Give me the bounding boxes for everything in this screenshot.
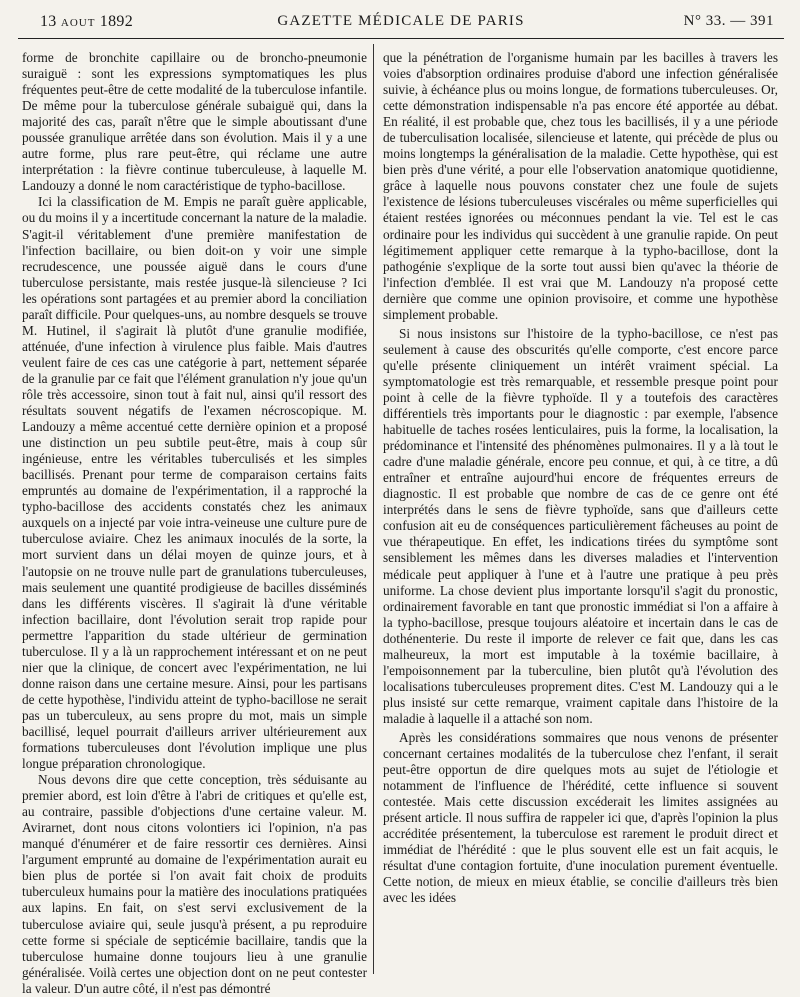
- header-date-year: 1892: [99, 13, 133, 30]
- right-paragraph-1: que la pénétration de l'organisme humain par les bacilles à travers les voies d'absorption ordinaires produise d'abord une infection généralisée suivie, à échéance plus ou moins longue, de formations tuberculeuses. Or, cette démonstration indispensable n'a pas encore été apportée au débat. En réalité, il est probable que, chez tous les bacillisés, il y a une période de tuberculisation localisée, silencieuse et latente, qui précède de plus ou moins longtemps la généralisation de la maladie. Cette hypothèse, qui est bien près d'une vérité, a pour elle l'observation anatomique quotidienne, grâce à laquelle nous pouvons constater chez une foule de sujets l'existence de lésions tuberculeuses viscérales ou même superficielles qui étaient restées ignorées ou méconnues pendant la vie. Tel est le cas ordinaire pour les individus qui succèdent à une granulie rapide. On peut légitimement appliquer cette remarque à la typho-bacillose, dont la pathogénie s'explique de la sorte tout aussi bien qu'avec la théorie de l'infection d'emblée. Il est vrai que M. Landouzy n'a proposé cette dernière que comme une opinion provisoire, et comme une hypothèse simplement probable.: [383, 50, 778, 322]
- left-column: [22, 50, 367, 997]
- right-paragraph-3: Après les considérations sommaires que nous venons de présenter concernant certaines modalités de la tuberculose chez l'enfant, il serait peut-être opportun de dire quelques mots au sujet de l'étiologie et notamment de l'influence de l'hérédité, cette influence si souvent contestée. Mais cette discussion excéderait les limites assignées au présent article. Il nous suffira de rappeler ici que, d'après l'opinion la plus accréditée présentement, la tuberculose est rarement le produit direct et immédiat de l'hérédité : que le plus souvent elle est un fait acquis, le résultat d'une contagion fortuite, d'une inoculation purement éventuelle. Cette notion, de mieux en mieux établie, se concilie d'ailleurs très bien avec les idées: [383, 729, 778, 906]
- column-divider: [373, 44, 374, 974]
- issue-and-page-number: N° 33. — 391: [683, 13, 774, 29]
- header-date-day: 13: [40, 13, 57, 30]
- header-date-month: AOUT: [60, 17, 96, 29]
- page-header: [18, 10, 784, 39]
- right-column: [383, 50, 778, 906]
- left-paragraph-2: Ici la classification de M. Empis ne paraît guère applicable, ou du moins il y a incertitude concernant la nature de la maladie. S'agit-il véritablement d'une première manifestation de l'infection bacillaire, ou bien doit-on y voir une simple recrudescence, une poussée aiguë dans le cours d'une tuberculose persistante, mais restée jusque-là silencieuse ? Ici les opérations sont partagées et au premier abord la conciliation paraît difficile. Pour quelques-uns, au nombre desquels se trouve M. Hutinel, il s'agirait là plutôt d'une granulie modifiée, atténuée, d'une infection à virulence plus faible. Mais d'autres veulent faire de ces cas une catégorie à part, nettement séparée de la granulie par ce fait que l'élément granulation n'y joue qu'un rôle très accessoire, sinon tout à fait nul, ainsi qu'il ressort des résultats souvent négatifs de l'examen nécroscopique. M. Landouzy a même accentué cette dernière opinion et a proposé une distinction un peu subtile peut-être, mais à coup sûr ingénieuse, entre les véritables tuberculisés et les simples bacillisés. Prenant pour terme de comparaison certains faits empruntés au domaine de l'expérimentation, il a rapproché la typho-bacillose des accidents constatés chez les animaux auxquels on a injecté par voie intra-veineuse une culture pure de tuberculose aviaire. Chez les animaux inoculés de la sorte, la mort survient dans un délai moyen de quinze jours, et à l'autopsie on ne trouve nulle part de granulations tuberculeuses, mais seulement une quantité prodigieuse de bacilles disséminés dans les différents viscères. Il s'agirait là d'une véritable infection bacillaire, dont l'évolution serait trop rapide pour permettre l'apparition du stade ultérieur de germination tuberculose. Il y a là un rapprochement intéressant et on ne peut nier que la clinique, de concert avec l'expérimentation, ne lui donne raison dans une certaine mesure. Ainsi, pour les partisans de cette hypothèse, l'individu atteint de typho-bacillose ne serait pas un tuberculeux, au sens propre du mot, mais un simple bacillisé, lequel pourrait d'ailleurs arriver ultérieurement aux formations tuberculeuses dont l'évolution implique une plus longue préparation chronologique.: [22, 194, 367, 772]
- left-paragraph-3: Nous devons dire que cette conception, très séduisante au premier abord, est loin d'être à l'abri de critiques et qu'elle est, au contraire, passible d'objections d'une certaine valeur. M. Avirarnet, dont nous citons volontiers ici l'opinion, n'a pas manqué d'énumérer et de faire ressortir ces dernières. Ainsi l'argument emprunté au domaine de l'expérimentation aurait eu bien plus de portée si l'on avait fait choix de produits tuberculeux humains pour la matière des inoculations pratiquées aux lapins. En fait, on s'est servi exclusivement de la tuberculose aviaire qui, seule jusqu'à présent, a pu reproduire cette forme si spéciale de septicémie bacillaire, tandis que la tuberculose humaine donne toujours lieu à une granulie généralisée. Voilà certes une objection dont on ne peut contester la valeur. D'un autre côté, il n'est pas démontré: [22, 772, 367, 996]
- journal-title: GAZETTE MÉDICALE DE PARIS: [277, 13, 525, 29]
- left-paragraph-1: forme de bronchite capillaire ou de broncho-pneumonie suraiguë : sont les expressions symptomatiques les plus fréquentes peut-être de cette modalité de la tuberculose infantile. De même pour la tuberculose générale subaiguë qui, dans la majorité des cas, paraît n'être que le simple aboutissant d'une poussée granulique arrêtée dans son évolution. Mais il y a une autre forme, plus rare peut-être, qui réclame une autre interprétation : la fièvre continue tuberculeuse, à laquelle M. Landouzy a donné le nom caractéristique de typho-bacillose.: [22, 50, 367, 194]
- right-paragraph-2: Si nous insistons sur l'histoire de la typho-bacillose, ce n'est pas seulement à cause des obscurités qu'elle comporte, c'est encore parce qu'elle présente cliniquement un intérêt vraiment spécial. La symptomatologie est très remarquable, et ressemble presque point pour point à celle de la fièvre typhoïde. Il y a toutefois des caractères différentiels très importants pour le diagnostic : par exemple, l'absence habituelle de taches rosées lenticulaires, puis la forme, la localisation, la prédominance et l'intensité des phénomènes pulmonaires. Il y a là tout le cadre d'une maladie générale, encore peu connue, et qui, à ce titre, a dû entraîner et entraîne aujourd'hui encore de fréquentes erreurs de diagnostic. Il est probable que nombre de cas de ce genre ont été interprétés dans le sens de fièvre typhoïde, sans que d'ailleurs cette confusion ait eu de conséquences particulièrement fâcheuses au point de vue thérapeutique. En effet, les indications tirées du symptôme sont sensiblement les mêmes dans les diverses maladies et l'intervention médicale peut appliquer à l'une et à l'autre une pratique à peu près uniforme. La chose devient plus importante lorsqu'il s'agit du pronostic, ordinairement favorable en tant que pronostic immédiat si l'on a affaire à la typho-bacillose, presque toujours aléatoire et incertain dans le cas de dothénenterie. Du reste il importe de relever ce fait que, dans les cas malheureux, la mort est imputable à la toxémie bacillaire, à l'empoisonnement par la tuberculine, bien plutôt qu'à l'évolution des localisations tuberculeuses proprement dites. C'est M. Landouzy qui a le plus insisté sur cette remarque, vraiment capitale dans l'histoire de la maladie à laquelle il a attaché son nom.: [383, 325, 778, 726]
